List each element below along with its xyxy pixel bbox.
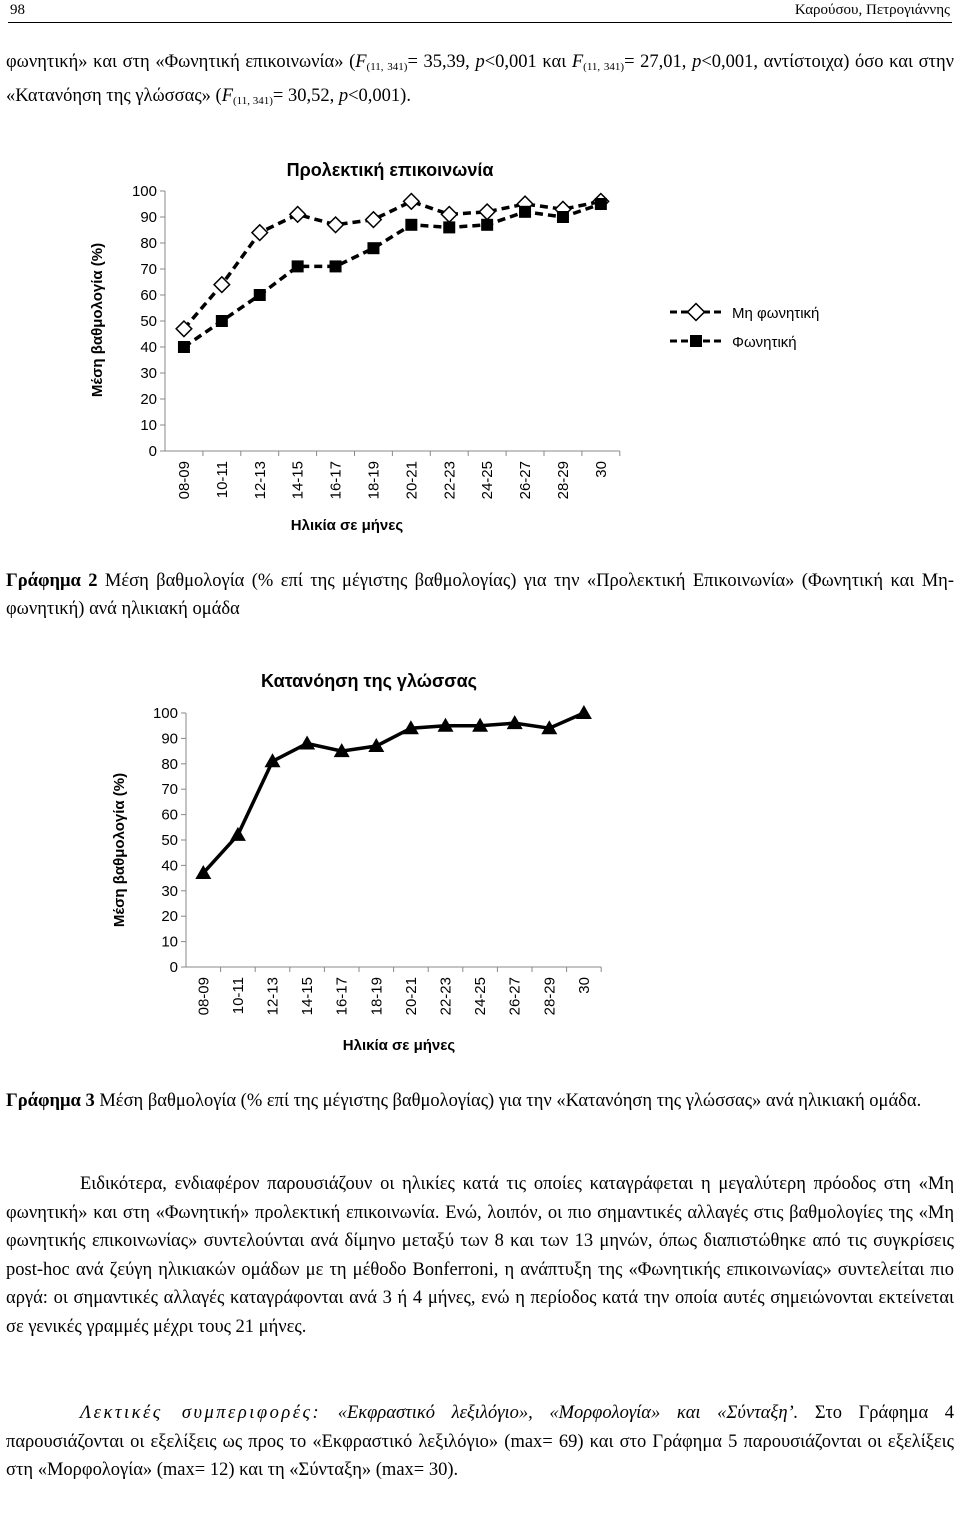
data-point-diamond [290,207,306,223]
caption-label: Γράφημα 2 [6,571,98,591]
x-tick-label: 14-15 [289,461,307,500]
data-point-square [216,315,228,327]
data-point-square [330,260,342,272]
data-point-square [595,198,607,210]
stat-f: F [355,52,367,72]
intro-text: <0,001, αντίστοιχα) όσο και στην «Κατανόηση της γλώσσας» ( [6,52,955,106]
section-text: Στο Γράφημα 4 παρουσιάζονται οι εξελίξεις ως προς το «Εκφραστικό λεξιλόγιο» (max= 69) και στο Γράφημα 5 παρουσιάζονται οι εξελίξεις στη «Μορφολογία» (max= 12) και τη «Σύνταξη» (max= 30). [6,1403,954,1480]
x-tick-label: 12-13 [264,977,282,1016]
section-heading: Λεκτικές συμπεριφορές: [80,1403,322,1423]
y-tick-label: 90 [161,730,178,748]
data-point-diamond [404,194,420,210]
x-tick-label: 14-15 [299,977,317,1016]
verbal-behaviours-paragraph [6,1399,954,1485]
stat-p: p [338,85,349,106]
series-line-1 [184,204,601,347]
y-tick-label: 100 [131,183,157,200]
data-point-diamond [366,212,382,228]
data-point-diamond [252,225,268,241]
chart-language-comprehension [96,660,656,1060]
x-tick-label: 18-19 [365,461,383,500]
data-point-square [292,260,304,272]
caption-label: Γράφημα 3 [6,1091,95,1111]
y-tick-label: 100 [152,705,178,722]
page-header [8,0,952,23]
y-tick-label: 0 [148,443,157,460]
x-tick-label: 30 [575,977,593,994]
x-tick-label: 16-17 [327,461,345,500]
y-tick-label: 20 [140,391,157,408]
intro-text: = 27,01, [624,52,687,72]
y-axis-label: Μέση βαθμολογία (%) [89,242,106,398]
y-tick-label: 0 [169,959,178,976]
y-tick-label: 40 [161,857,178,875]
legend-marker-diamond [688,304,705,321]
chart-title: Κατανόηση της γλώσσας [260,671,478,691]
y-axis-label: Μέση βαθμολογία (%) [111,772,128,928]
y-tick-label: 50 [161,832,178,849]
x-tick-label: 26-27 [506,977,524,1016]
y-tick-label: 90 [140,209,157,226]
x-axis-label: Ηλικία σε μήνες [290,517,404,534]
stat-f: F [571,52,584,72]
x-tick-label: 24-25 [472,977,490,1016]
x-tick-label: 18-19 [368,977,386,1016]
data-point-square [405,219,417,231]
data-point-square [254,289,266,301]
x-tick-label: 08-09 [195,977,213,1016]
x-tick-label: 16-17 [333,977,351,1016]
chart-prolinguistic-communication [70,150,870,545]
y-tick-label: 30 [161,882,178,900]
x-tick-label: 20-21 [403,461,421,500]
caption-text: Μέση βαθμολογία (% επί της μέγιστης βαθμολογίας) για την «Κατανόηση της γλώσσας» ανά ηλικιακή ομάδα. [94,1091,922,1111]
figure-caption-3 [6,1087,954,1115]
stat-p: p [475,52,485,72]
x-tick-label: 08-09 [175,461,193,500]
series-line-0 [203,713,584,873]
data-point-triangle [299,735,315,749]
y-tick-label: 70 [140,261,157,278]
running-title: Καρούσου, Πετρογιάννης [794,2,950,18]
y-tick-label: 40 [140,339,157,356]
data-point-square [443,221,455,233]
data-point-square [367,242,379,254]
data-point-square [178,341,190,353]
page-number: 98 [10,2,25,18]
x-axis-label: Ηλικία σε μήνες [342,1037,456,1054]
intro-paragraph [6,48,954,115]
x-tick-label: 12-13 [251,461,269,500]
data-point-triangle [576,705,592,719]
data-point-square [519,206,531,218]
stat-df: (11, 341) [583,61,625,73]
x-tick-label: 26-27 [517,461,535,500]
data-point-square [557,211,569,223]
data-point-square [481,219,493,231]
y-tick-label: 30 [140,365,157,382]
chart-title: Προλεκτική επικοινωνία [286,160,494,180]
y-tick-label: 60 [161,806,178,824]
intro-text: φωνητική» και στη «Φωνητική επικοινωνία» ( [6,52,356,72]
y-tick-label: 60 [140,287,157,304]
data-point-diamond [328,217,344,233]
body-paragraph: Ειδικότερα, ενδιαφέρον παρουσιάζουν οι ηλικίες κατά τις οποίες καταγράφεται η μεγαλύτερη πρόοδος στη «Μη φωνητική» και στη «Φωνητική» προλεκτική επικοινωνία. Ενώ, λοιπόν, οι πιο σημαντικές αλλαγές στις βαθμολογίες της «Μη φωνητικής επικοινωνίας» συντελούνται ανά δίμηνο μεταξύ των 8 και των 13 μηνών, όπως διαπιστώθηκε από τις συγκρίσεις post-hoc ανά ζεύγη ηλικιακών ομάδων με τη μέθοδο Bonferroni, η ανάπτυξη της «Φωνητικής επικοινωνίας» συντελείται πιο αργά: οι σημαντικές αλλαγές καταγράφονται ανά 3 ή 4 μήνες, ενώ η περίοδος κατά την οποία αυτές σημειώνονται εκτείνεται σε γενικές γραμμές μέχρι τους 21 μήνες. [6,1174,954,1337]
data-point-diamond [441,207,457,223]
x-tick-label: 22-23 [441,461,459,500]
x-tick-label: 28-29 [541,977,559,1016]
series-line-0 [184,201,601,328]
y-tick-label: 10 [140,417,157,434]
x-tick-label: 22-23 [437,977,455,1016]
x-tick-label: 30 [592,461,610,478]
intro-text: = 35,39, [407,52,476,72]
y-tick-label: 10 [161,933,178,951]
y-tick-label: 80 [161,755,178,773]
y-tick-label: 20 [161,908,178,926]
data-point-triangle [230,827,246,841]
legend-marker-square [690,335,702,347]
stat-f: F [221,85,233,106]
caption-text: Μέση βαθμολογία (% επί της μέγιστης βαθμολογίας) για την «Προλεκτική Επικοινωνία» (Φωνητική και Μη-φωνητική) ανά ηλικιακή ομάδα [6,571,955,619]
figure-caption-2 [6,567,954,623]
stat-df: (11, 341) [233,94,273,107]
legend-label-verbal: Φωνητική [732,334,797,351]
x-tick-label: 24-25 [479,461,497,500]
section-heading-rest: «Εκφραστικό λεξιλόγιο», «Μορφολογία» και «Σύνταξη’. [321,1403,799,1423]
x-tick-label: 10-11 [213,461,231,499]
y-tick-label: 80 [140,235,157,252]
data-point-diamond [479,204,495,220]
y-tick-label: 50 [140,313,157,330]
intro-text: <0,001 και [484,52,572,72]
intro-text: <0,001). [348,85,411,106]
legend [670,304,819,351]
legend-label-non-verbal: Μη φωνητική [732,305,820,322]
x-tick-label: 28-29 [554,461,572,500]
x-tick-label: 20-21 [402,977,420,1016]
stat-p: p [692,52,702,72]
y-tick-label: 70 [161,781,178,799]
x-tick-label: 10-11 [229,977,247,1015]
stat-df: (11, 341) [366,61,408,73]
intro-text: = 30,52, [272,85,339,106]
